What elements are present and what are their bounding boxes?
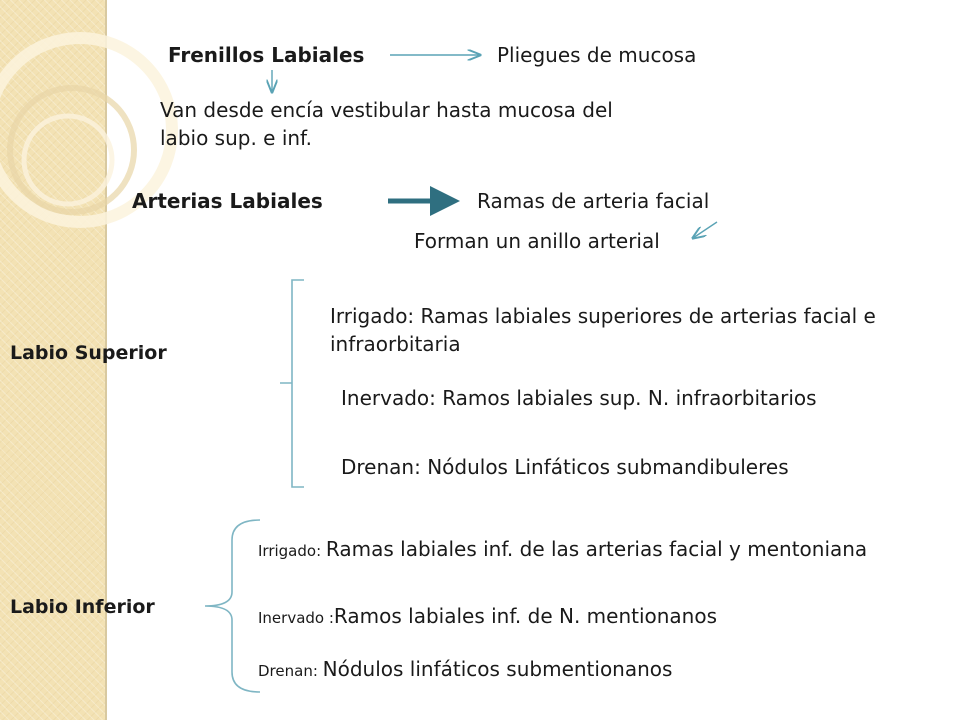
arterias-result: Ramas de arteria facial	[477, 189, 710, 213]
labio-inferior-inervado-text: Ramos labiales inf. de N. mentionanos	[333, 604, 718, 628]
bracket-labio-superior	[280, 280, 304, 487]
arterias-title: Arterias Labiales	[132, 189, 323, 213]
labio-inferior-inervado-row	[258, 603, 717, 631]
labio-inferior-drenan-row	[258, 656, 672, 684]
frenillos-title: Frenillos Labiales	[168, 43, 365, 67]
labio-superior-irrigado: Irrigado: Ramas labiales superiores de arterias facial e infraorbitaria	[330, 304, 876, 356]
labio-inferior-irrigado-row	[258, 536, 867, 564]
labio-inferior-drenan-label: Drenan:	[258, 662, 323, 680]
labio-inferior-inervado-label: Inervado :	[258, 609, 334, 627]
labio-superior-drenan: Drenan: Nódulos Linfáticos submandibuleres	[341, 455, 789, 479]
labio-superior-title: Labio Superior	[10, 342, 167, 364]
labio-inferior-title: Labio Inferior	[10, 596, 155, 618]
labio-inferior-drenan-text: Nódulos linfáticos submentionanos	[322, 657, 673, 681]
labio-inferior-irrigado-text: Ramas labiales inf. de las arterias facial y mentoniana	[325, 537, 868, 561]
frenillos-result: Pliegues de mucosa	[497, 43, 697, 67]
labio-inferior-irrigado-label: Irrigado:	[258, 542, 326, 560]
labio-superior-inervado: Inervado: Ramos labiales sup. N. infraorbitarios	[341, 386, 817, 410]
frenillos-detail: Van desde encía vestibular hasta mucosa del labio sup. e inf.	[160, 98, 613, 150]
bracket-labio-inferior	[205, 520, 260, 692]
arterias-detail: Forman un anillo arterial	[414, 229, 660, 253]
arrow-arterias-curve	[693, 222, 717, 238]
